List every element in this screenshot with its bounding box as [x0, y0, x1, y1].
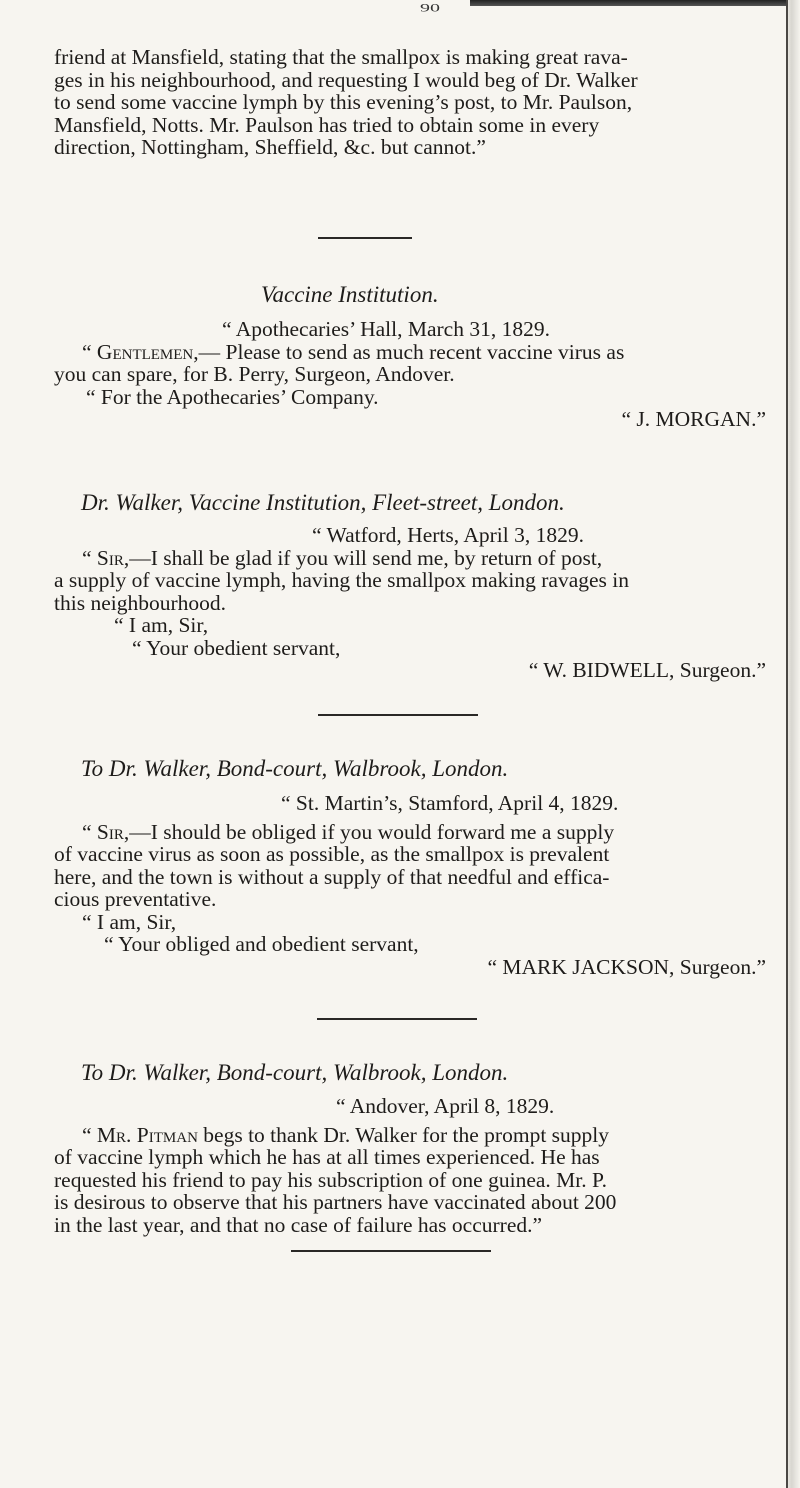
letter-5-body [54, 1095, 766, 1236]
letter-2-salutation: “ Gentlemen, [82, 339, 199, 364]
letter-4-line: —I should be obliged if you would forward me a supply [129, 819, 615, 844]
letter-4-first-line [54, 821, 766, 844]
section-divider [318, 714, 478, 716]
letter-5-first-line [54, 1124, 766, 1147]
letter-3-closing: “ I am, Sir, [114, 613, 209, 637]
letter-5-line: is desirous to observe that his partners have vaccinated about 200 [54, 1190, 617, 1214]
letter-4-line: here, and the town is without a supply of that needful and effica- [54, 864, 610, 889]
letter-4-line: cious preventative. [54, 887, 217, 911]
letter-5-line: requested his friend to pay his subscription of one guinea. Mr. P. [54, 1167, 607, 1192]
letter-1-line: to send some vaccine lymph by this evening’s post, to Mr. Paulson, [54, 90, 633, 114]
letter-4-dateline: “ St. Martin’s, Stamford, April 4, 1829. [281, 791, 619, 815]
letter-4-closing: “ Your obliged and obedient servant, [104, 932, 419, 956]
letter-5-line: in the last year, and that no case of failure has occurred.” [54, 1212, 543, 1237]
letter-1-line: Mansfield, Notts. Mr. Paulson has tried to obtain some in every [54, 112, 600, 137]
letter-1-body [54, 46, 766, 159]
section-divider [317, 1018, 477, 1020]
letter-2-dateline: “ Apothecaries’ Hall, March 31, 1829. [222, 317, 550, 341]
letter-2-line: you can spare, for B. Perry, Surgeon, Andover. [54, 362, 455, 386]
page-right-edge [786, 0, 800, 1488]
section-divider [291, 1250, 491, 1252]
letter-2-heading: Vaccine Institution. [261, 282, 439, 307]
page-top-edge [470, 0, 800, 6]
letter-3-closing: “ Your obedient servant, [132, 635, 341, 660]
letter-1-line: direction, Nottingham, Sheffield, &c. but cannot.” [54, 135, 486, 159]
letter-3-heading: Dr. Walker, Vaccine Institution, Fleet-street, London. [81, 490, 565, 515]
letter-4-body [54, 792, 766, 978]
letter-5-line: of vaccine lymph which he has at all times experienced. He has [54, 1145, 600, 1169]
letter-4-salutation: “ Sir, [82, 819, 130, 844]
letter-3-line: this neighbourhood. [54, 590, 226, 615]
page-binding-line [786, 0, 788, 1488]
letter-3-body [54, 524, 766, 682]
letter-3-salutation: “ Sir, [82, 545, 130, 570]
letter-5-opening: “ Mr. Pitman [82, 1122, 198, 1147]
letter-3-first-line [54, 547, 766, 570]
letter-5-line: begs to thank Dr. Walker for the prompt supply [197, 1122, 610, 1147]
letter-4-line: of vaccine virus as soon as possible, as the smallpox is prevalent [54, 842, 610, 866]
page-number: 90 [420, 1, 440, 15]
letter-2-body [54, 318, 766, 431]
letter-2-first-line [54, 341, 766, 364]
letter-3-line: a supply of vaccine lymph, having the smallpox making ravages in [54, 568, 629, 592]
letter-3-signature: “ W. BIDWELL, Surgeon.” [528, 658, 766, 682]
letter-4-closing: “ I am, Sir, [82, 909, 177, 934]
letter-3-line: —I shall be glad if you will send me, by return of post, [129, 545, 603, 570]
letter-1-line: friend at Mansfield, stating that the smallpox is making great rava- [54, 45, 628, 69]
letter-5-dateline: “ Andover, April 8, 1829. [336, 1094, 555, 1118]
letter-2-closing: “ For the Apothecaries’ Company. [86, 384, 379, 409]
letter-2-signature: “ J. MORGAN.” [621, 407, 766, 431]
letter-2-line: — Please to send as much recent vaccine virus as [198, 339, 625, 364]
section-divider [318, 237, 412, 239]
letter-4-heading: To Dr. Walker, Bond-court, Walbrook, London. [81, 756, 509, 781]
letter-1-line: ges in his neighbourhood, and requesting I would beg of Dr. Walker [54, 67, 638, 92]
letter-3-dateline: “ Watford, Herts, April 3, 1829. [312, 523, 584, 547]
letter-4-signature: “ MARK JACKSON, Surgeon.” [487, 954, 766, 979]
letter-5-heading: To Dr. Walker, Bond-court, Walbrook, London. [81, 1060, 509, 1085]
